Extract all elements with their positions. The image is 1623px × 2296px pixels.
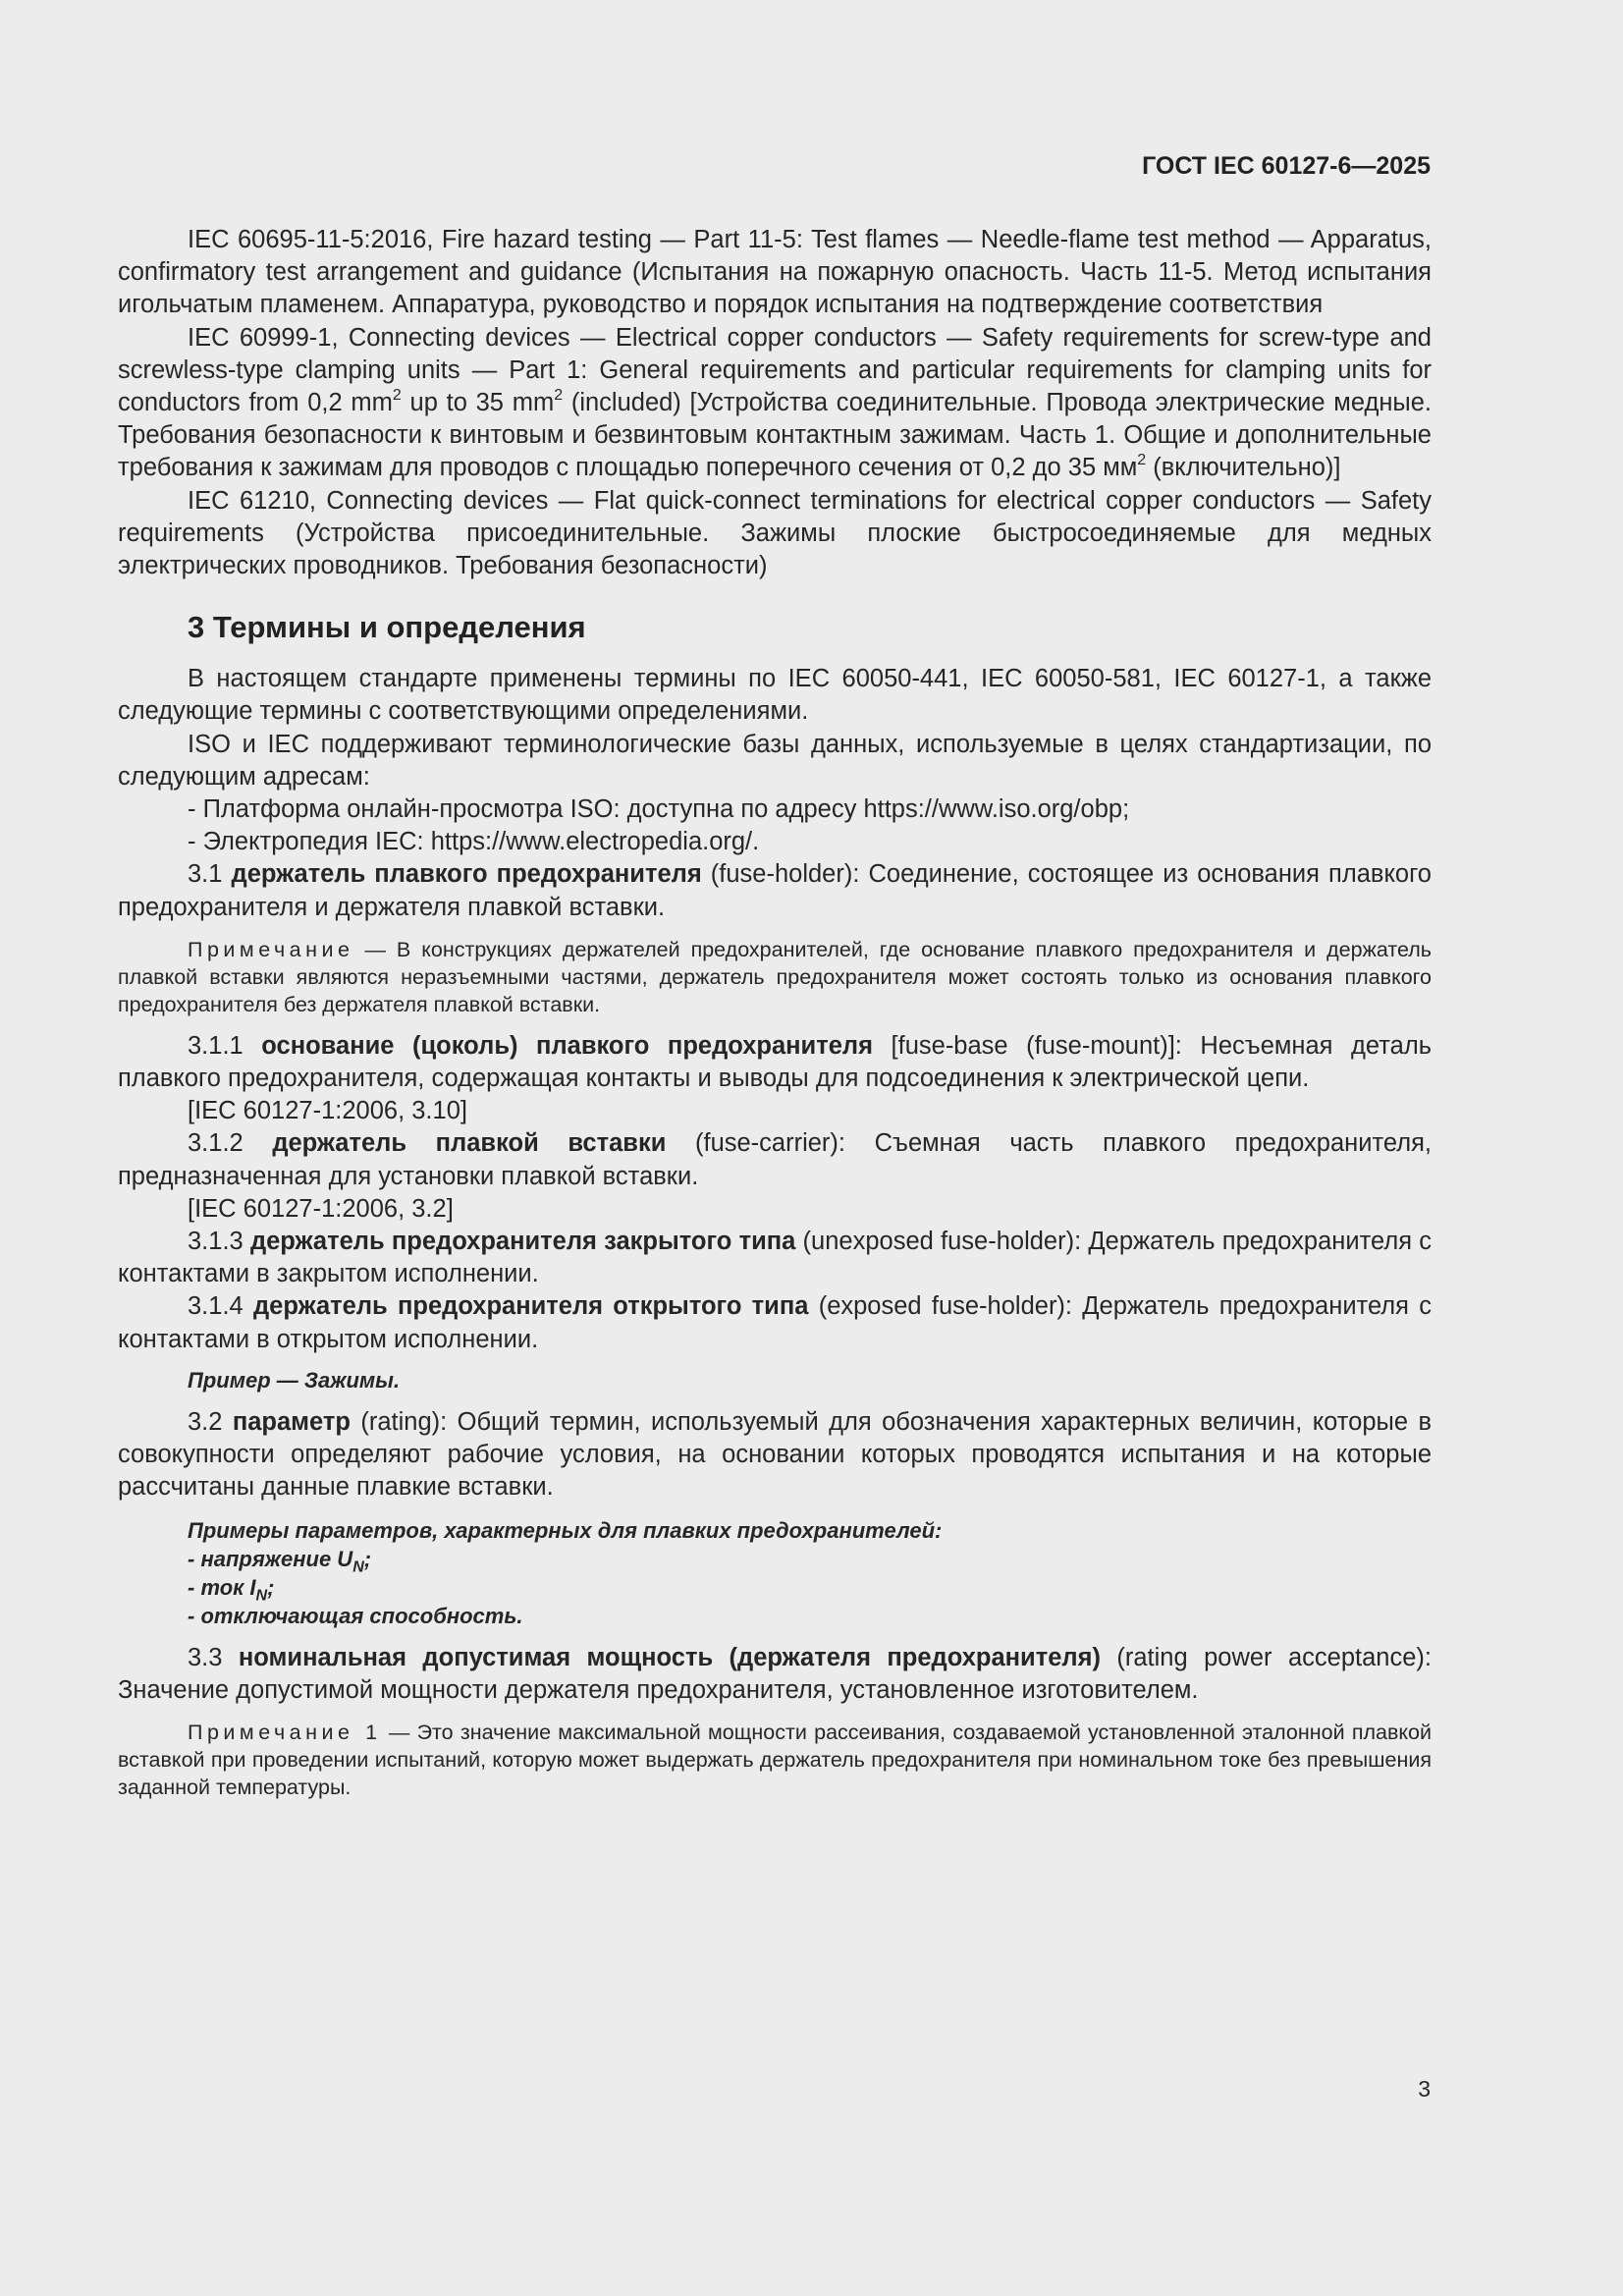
- term-name: параметр: [232, 1407, 351, 1436]
- term-name: держатель предохранителя открытого типа: [252, 1292, 809, 1321]
- page-number: 3: [1418, 2076, 1431, 2102]
- term-name: номинальная допустимая мощность (держателя предохранителя): [238, 1643, 1101, 1671]
- section-intro: В настоящем стандарте применены термины по IEC 60050-441, IEC 60050-581, IEC 60127-1, а также следующие термины с соответствующими определениями.: [118, 665, 1432, 726]
- example-item-text: ;: [363, 1546, 372, 1571]
- term-3-1-2: [118, 1127, 1432, 1192]
- term-number: 3.3: [188, 1643, 239, 1671]
- superscript: 2: [1137, 451, 1147, 468]
- example-3-1-4: Пример — Зажимы.: [188, 1367, 401, 1393]
- note-label: Примечание 1: [188, 1720, 382, 1744]
- example-item-text: - напряжение U: [188, 1546, 353, 1571]
- superscript: 2: [392, 386, 402, 404]
- example-item-current: [188, 1573, 1432, 1602]
- note-label: Примечание: [188, 937, 354, 961]
- section-title: 3 Термины и определения: [188, 610, 586, 645]
- term-name: держатель предохранителя закрытого типа: [249, 1228, 796, 1256]
- term-3-1: [118, 858, 1432, 923]
- example-title: Примеры параметров, характерных для плавких предохранителей:: [188, 1517, 943, 1543]
- term-definition: (fuse-carrier): Съемная часть плавкого предохранителя, предназначенная для установки плавкой вставки.: [118, 1129, 1432, 1190]
- term-number: 3.1.2: [188, 1129, 273, 1158]
- example-item-text: ;: [267, 1574, 275, 1600]
- term-definition: (exposed fuse-holder): Держатель предохранителя с контактами в открытом исполнении.: [118, 1292, 1432, 1353]
- term-number: 3.1.1: [188, 1031, 262, 1060]
- term-3-1-3: [118, 1226, 1432, 1290]
- reference-text: (включительно)]: [1146, 454, 1341, 482]
- subscript: N: [352, 1558, 364, 1575]
- term-number: 3.1.3: [188, 1228, 250, 1256]
- term-name: основание (цоколь) плавкого предохранителя: [261, 1031, 873, 1060]
- reference-text: (included) [Устройства соединительные. Провода электрические медные. Требования безопасности к винтовым и безвинтовым контактным зажимам. Часть 1. Общие и дополнительные требования к зажимам для проводов с площадью поперечного сечения от 0,2 до 35 мм: [118, 389, 1433, 482]
- term-definition: (fuse-holder): Соединение, состоящее из основания плавкого предохранителя и держателя плавкой вставки.: [118, 860, 1432, 921]
- term-name: держатель плавкой вставки: [272, 1129, 667, 1158]
- term-definition: (rating): Общий термин, используемый для обозначения характерных величин, которые в совокупности определяют рабочие условия, на основании которых проводятся испытания и на которые рассчитаны данные плавкие вставки.: [118, 1407, 1432, 1502]
- reference-text: IEC 60999-1, Connecting devices — Electrical copper conductors — Safety requirements for screw-type and screwless-type clamping units — Part 1: General requirements and particular requirements for clamping units for conductors from 0,2 mm: [118, 323, 1432, 417]
- example-3-2: [118, 1516, 1432, 1630]
- list-item-electropedia: - Электропедия IEC: https://www.electropedia.org/.: [188, 828, 760, 856]
- term-source: [IEC 60127-1:2006, 3.2]: [188, 1194, 454, 1223]
- reference-text: up to 35 mm: [401, 389, 555, 417]
- term-definition: (rating power acceptance): Значение допустимой мощности держателя предохранителя, установленное изготовителем.: [118, 1643, 1432, 1704]
- note-text: — Это значение максимальной мощности рассеивания, создаваемой установленной эталонной плавкой вставкой при проведении испытаний, которую может выдержать держатель предохранителя при номинальном токе без превышения заданной температуры.: [118, 1720, 1432, 1799]
- term-definition: [fuse-base (fuse-mount)]: Несъемная деталь плавкого предохранителя, содержащая контакты и выводы для подсоединения к электрической цепи.: [118, 1031, 1432, 1093]
- term-number: 3.2: [188, 1407, 233, 1436]
- page-content: [118, 224, 1432, 1813]
- example-item-text: - ток I: [188, 1574, 256, 1600]
- subscript: N: [255, 1586, 268, 1604]
- term-number: 3.1.4: [188, 1292, 253, 1321]
- term-name: держатель плавкого предохранителя: [231, 860, 702, 889]
- note-text: — В конструкциях держателей предохранителей, где основание плавкого предохранителя и держатель плавкой вставки являются неразъемными частями, держатель предохранителя может состоять только из основания плавкого предохранителя без держателя плавкой вставки.: [118, 937, 1432, 1016]
- document-code: ГОСТ IEC 60127-6—2025: [1142, 152, 1431, 180]
- term-3-1-4: [118, 1290, 1432, 1355]
- note-3-1: [118, 936, 1432, 1018]
- list-item-iso-obp: - Платформа онлайн-просмотра ISO: доступна по адресу https://www.iso.org/obp;: [188, 795, 1130, 824]
- term-number: 3.1: [188, 860, 232, 889]
- note-3-3: [118, 1719, 1432, 1801]
- term-3-1-1: [118, 1030, 1432, 1095]
- term-3-3: [118, 1642, 1432, 1707]
- section-intro-databases: ISO и IEC поддерживают терминологические базы данных, используемые в целях стандартизации, по следующим адресам:: [118, 730, 1432, 791]
- superscript: 2: [554, 386, 564, 404]
- example-item-voltage: [188, 1545, 1432, 1573]
- reference-iec-60999-1: [118, 322, 1432, 485]
- example-item-breaking-capacity: - отключающая способность.: [188, 1603, 523, 1628]
- term-3-2: [118, 1406, 1432, 1504]
- term-definition: (unexposed fuse-holder): Держатель предохранителя с контактами в закрытом исполнении.: [118, 1228, 1432, 1288]
- term-source: [IEC 60127-1:2006, 3.10]: [188, 1097, 467, 1125]
- reference-iec-60695-11-5: IEC 60695-11-5:2016, Fire hazard testing — Part 11-5: Test flames — Needle-flame test method — Apparatus, confirmatory test arrangement and guidance (Испытания на пожарную опасность. Часть 11-5. Метод испытания игольчатым пламенем. Аппаратура, руководство и порядок испытания на подтверждение соответствия: [118, 226, 1432, 319]
- reference-iec-61210: IEC 61210, Connecting devices — Flat quick-connect terminations for electrical copper conductors — Safety requirements (Устройства присоединительные. Зажимы плоские быстросоединяемые для медных электрических проводников. Требования безопасности): [118, 486, 1432, 580]
